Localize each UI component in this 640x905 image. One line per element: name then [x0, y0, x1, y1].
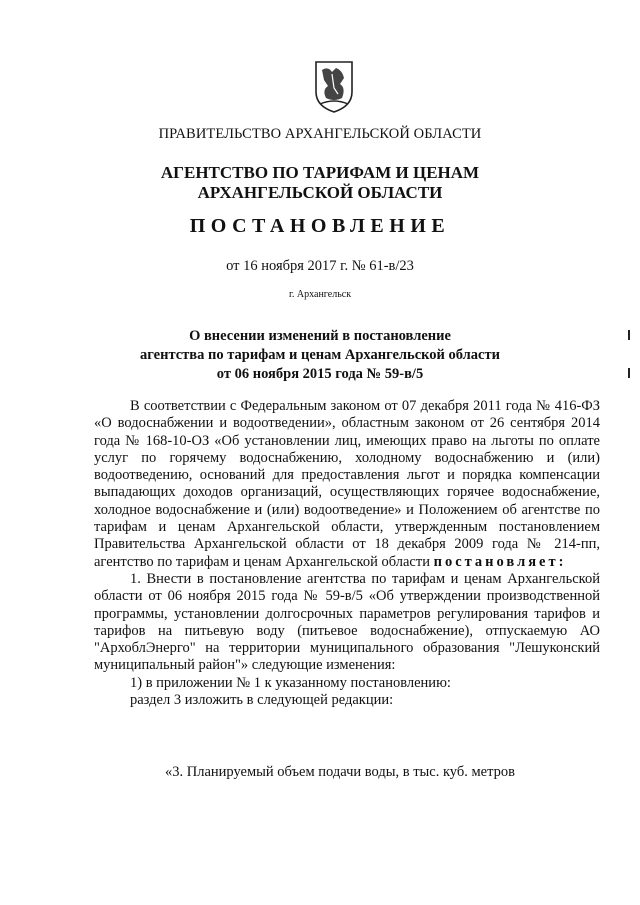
document-date-number: от 16 ноября 2017 г. № 61-в/23 [226, 258, 414, 274]
document-body [94, 398, 600, 709]
preamble-paragraph [94, 398, 600, 571]
government-name: ПРАВИТЕЛЬСТВО АРХАНГЕЛЬСКОЙ ОБЛАСТИ [158, 126, 482, 142]
margin-mark [628, 330, 630, 340]
subject-line3: от 06 ноября 2015 года № 59-в/5 [216, 366, 424, 382]
section-3-title: «3. Планируемый объем подачи воды, в тыс. куб. метров [165, 764, 515, 780]
clause-1-sub-1: 1) в приложении № 1 к указанному постановлению: [130, 674, 451, 691]
agency-name [0, 163, 640, 203]
preamble-text: В соответствии с Федеральным законом от 07 декабря 2011 года № 416-ФЗ «О водоснабжении и водоотведении», областным законом от 26 сентября 2014 года № 168-10-ОЗ «Об установлении лиц, имеющих право на льготы по оплате услуг по горячему водоснабжению, холодному водоснабжению и (или) водоотведению, оснований для предоставления льгот и порядка компенсации выпадающих доходов организаций, осуществляющих горячее водоснабжение, холодное водоснабжение и (или) водоотведение» и Положением об агентстве по тарифам и ценам Архангельской области, утвержденным постановлением Правительства Архангельской области от 18 декабря 2009 года № 214-пп, агентство по тарифам и ценам Архангельской области [94, 398, 600, 570]
document-type: ПОСТАНОВЛЕНИЕ [189, 215, 451, 237]
margin-mark [628, 368, 630, 378]
agency-name-line2: АРХАНГЕЛЬСКОЙ ОБЛАСТИ [197, 183, 443, 202]
document-subject [0, 327, 640, 384]
subject-line1: О внесении изменений в постановление [189, 328, 451, 344]
document-city: г. Архангельск [288, 289, 352, 300]
subject-line2: агентства по тарифам и ценам Архангельской области [140, 347, 500, 363]
clause-1-paragraph: 1. Внести в постановление агентства по тарифам и ценам Архангельской области от 06 ноября 2015 года № 59-в/5 «Об утверждении производственной программы, установлении долгосрочных параметров регулирования тарифов и тарифов на питьевую воду (питьевое водоснабжение), отпускаемую АО "АрхоблЭнерго" на территории муниципального образования "Лешуконский муниципальный район"» следующие изменения: [94, 570, 600, 674]
agency-name-line1: АГЕНТСТВО ПО ТАРИФАМ И ЦЕНАМ [160, 163, 480, 182]
coat-of-arms-icon [312, 58, 356, 114]
resolves-keyword: постановляет: [433, 553, 567, 570]
clause-1-instruction: раздел 3 изложить в следующей редакции: [130, 692, 394, 709]
